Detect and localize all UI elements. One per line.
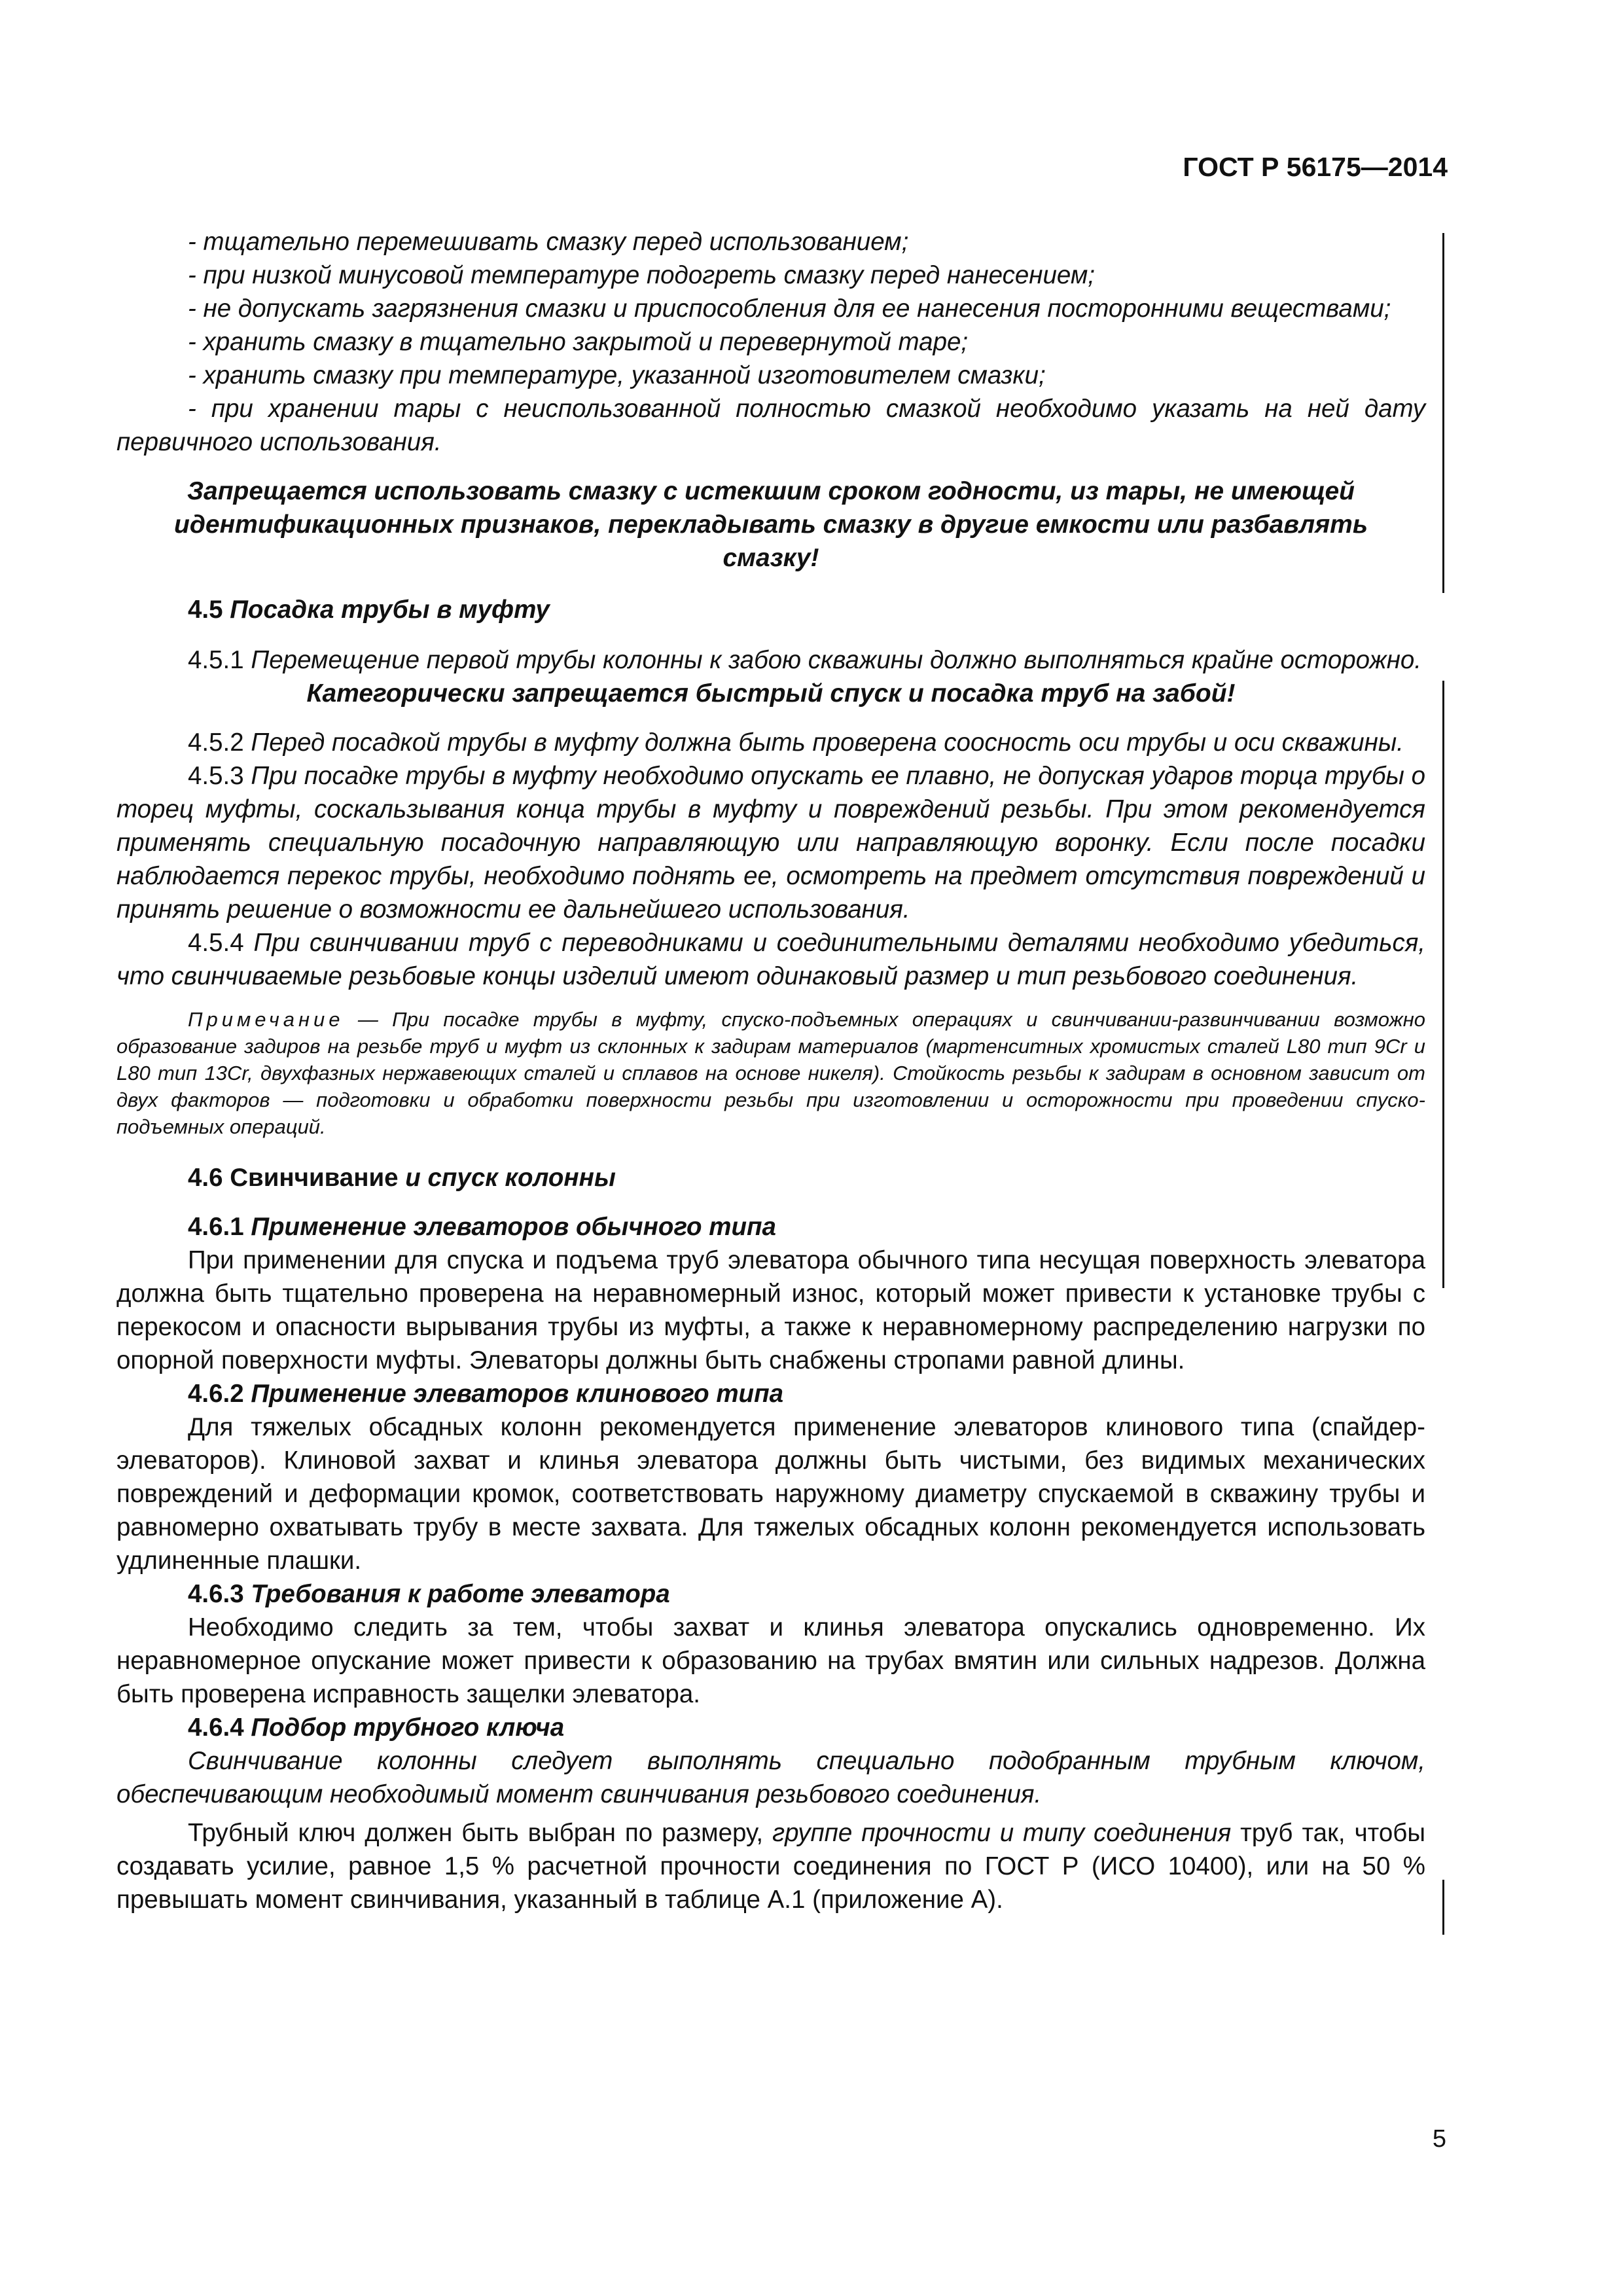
note-text: — При посадке трубы в муфту, спуско-подъемных операциях и свинчивании-развинчивании возможно образование задиров на резьбе труб и муфт из склонных к задирам материалов (мартенситных хромистых сталей L80 тип 9Cr и L80 тип 13Cr, двухфазных нержавеющих сталей и сплавов на основе никеля). Стойкость резьбы к задирам в основном зависит от двух факторов — подготовки и обработки поверхности резьбы при изготовлении и осторожности при проведении спуско-подъемных операций. bbox=[116, 1008, 1425, 1138]
paragraph-text: При свинчивании труб с переводниками и соединительными деталями необходимо убедиться, что свинчиваемые резьбовые концы изделий имеют одинаковый размер и тип резьбового соединения. bbox=[116, 929, 1425, 990]
section-heading bbox=[188, 1161, 1425, 1194]
clause-number: 4.5.1 bbox=[188, 646, 244, 674]
section-number: 4.6.1 bbox=[188, 1213, 244, 1241]
paragraph: Необходимо следить за тем, чтобы захват и клинья элеватора опускались одновременно. Их неравномерное опускание может привести к образованию на трубах вмятин или сильных надрезов. Должна быть проверена исправность защелки элеватора. bbox=[116, 1613, 1425, 1708]
section-number: 4.6.2 bbox=[188, 1380, 244, 1408]
list-item: - не допускать загрязнения смазки и приспособления для ее нанесения посторонними веществами; bbox=[188, 295, 1391, 323]
subsection-heading bbox=[188, 1577, 1425, 1611]
section-number: 4.6.4 bbox=[188, 1713, 244, 1742]
revision-bar bbox=[1442, 1880, 1444, 1935]
section-title: Подбор трубного ключа bbox=[251, 1713, 565, 1742]
revision-bar bbox=[1442, 681, 1444, 1288]
paragraph-text: При посадке трубы в муфту необходимо опускать ее плавно, не допуская ударов торца трубы о торец муфты, соскальзывания конца трубы в муфту и повреждений резьбы. При этом рекомендуется применять специальную посадочную направляющую или направляющую воронку. Если после посадки наблюдается перекос трубы, необходимо поднять ее, осмотреть на предмет отсутствия повреждений и принять решение о возможности ее дальнейшего использования. bbox=[116, 762, 1425, 924]
subsection-heading bbox=[188, 1711, 1425, 1744]
section-number: 4.6.3 bbox=[188, 1580, 244, 1608]
section-number: 4.5 bbox=[188, 596, 223, 624]
paragraph-text-italic: группе прочности и типу соединения bbox=[772, 1819, 1232, 1847]
note bbox=[116, 1006, 1425, 1140]
paragraph: Для тяжелых обсадных колонн рекомендуется применение элеваторов клинового типа (спайдер-элеваторов). Клиновой захват и клинья элеватора должны быть чистыми, без видимых механических повреждений и деформации кромок, соответствовать наружному диаметру спускаемой в скважину трубы и равномерно охватывать трубу в месте захвата. Для тяжелых обсадных колонн рекомендуется использовать удлиненные плашки. bbox=[116, 1413, 1425, 1575]
paragraph-text: Трубный ключ должен быть выбран по размеру, bbox=[188, 1819, 773, 1847]
clause-number: 4.5.2 bbox=[188, 728, 244, 757]
subsection-heading bbox=[188, 1210, 1425, 1244]
section-title: Требования к работе элеватора bbox=[251, 1580, 670, 1608]
paragraph bbox=[116, 643, 1425, 677]
section-heading bbox=[188, 593, 1425, 626]
page-number: 5 bbox=[1432, 2125, 1446, 2153]
warning-text: Категорически запрещается быстрый спуск и посадка труб на забой! bbox=[306, 679, 1236, 708]
section-title: Применение элеваторов клинового типа bbox=[251, 1380, 783, 1408]
paragraph bbox=[116, 926, 1425, 993]
subsection-heading bbox=[188, 1377, 1425, 1410]
list-item: - при низкой минусовой температуре подогреть смазку перед нанесением; bbox=[188, 261, 1095, 289]
paragraph-text: труб так, чтобы создавать усилие, равное 1,5 % расчетной прочности соединения по ГОСТ Р (ИСО 10400), или на 50 % превышать момент свинчивания, указанный в таблице А.1 (приложение А). bbox=[116, 1819, 1426, 1914]
list-item: - тщательно перемешивать смазку перед использованием; bbox=[188, 228, 909, 256]
revision-bar bbox=[1442, 233, 1444, 593]
clause-number: 4.5.4 bbox=[188, 929, 244, 957]
paragraph-text: Перемещение первой трубы колонны к забою скважины должно выполняться крайне осторожно. bbox=[251, 646, 1421, 674]
document-header: ГОСТ Р 56175—2014 bbox=[1183, 152, 1448, 182]
clause-number: 4.5.3 bbox=[188, 762, 244, 790]
warning-text: Запрещается использовать смазку с истекшим сроком годности, из тары, не имеющей идентификационных признаков, перекладывать смазку в другие емкости или разбавлять смазку! bbox=[174, 477, 1368, 572]
paragraph bbox=[116, 759, 1425, 926]
paragraph bbox=[116, 1816, 1425, 1916]
section-title-italic: и спуск колонны bbox=[405, 1164, 616, 1192]
paragraph: При применении для спуска и подъема труб элеватора обычного типа несущая поверхность элеватора должна быть тщательно проверена на неравномерный износ, который может привести к установке трубы с перекосом и опасности вырывания трубы из муфты, а также к неравномерному распределению нагрузки по опорной поверхности муфты. Элеваторы должны быть снабжены стропами равной длины. bbox=[116, 1246, 1425, 1374]
paragraph: Свинчивание колонны следует выполнять специально подобранным трубным ключом, обеспечивающим необходимый момент свинчивания резьбового соединения. bbox=[116, 1747, 1425, 1808]
paragraph bbox=[116, 726, 1425, 759]
section-title: Посадка трубы в муфту bbox=[230, 596, 550, 624]
section-number: 4.6 bbox=[188, 1164, 223, 1192]
note-label: Примечание bbox=[188, 1008, 344, 1031]
list-item: - хранить смазку в тщательно закрытой и перевернутой таре; bbox=[188, 328, 969, 356]
section-title: Применение элеваторов обычного типа bbox=[251, 1213, 776, 1241]
list-item: - при хранении тары с неиспользованной полностью смазкой необходимо указать на ней дату первичного использования. bbox=[116, 395, 1425, 456]
document-body bbox=[116, 225, 1425, 1916]
section-title: Свинчивание bbox=[230, 1164, 399, 1192]
paragraph-text: Перед посадкой трубы в муфту должна быть проверена соосность оси трубы и оси скважины. bbox=[251, 728, 1404, 757]
list-item: - хранить смазку при температуре, указанной изготовителем смазки; bbox=[188, 361, 1046, 389]
